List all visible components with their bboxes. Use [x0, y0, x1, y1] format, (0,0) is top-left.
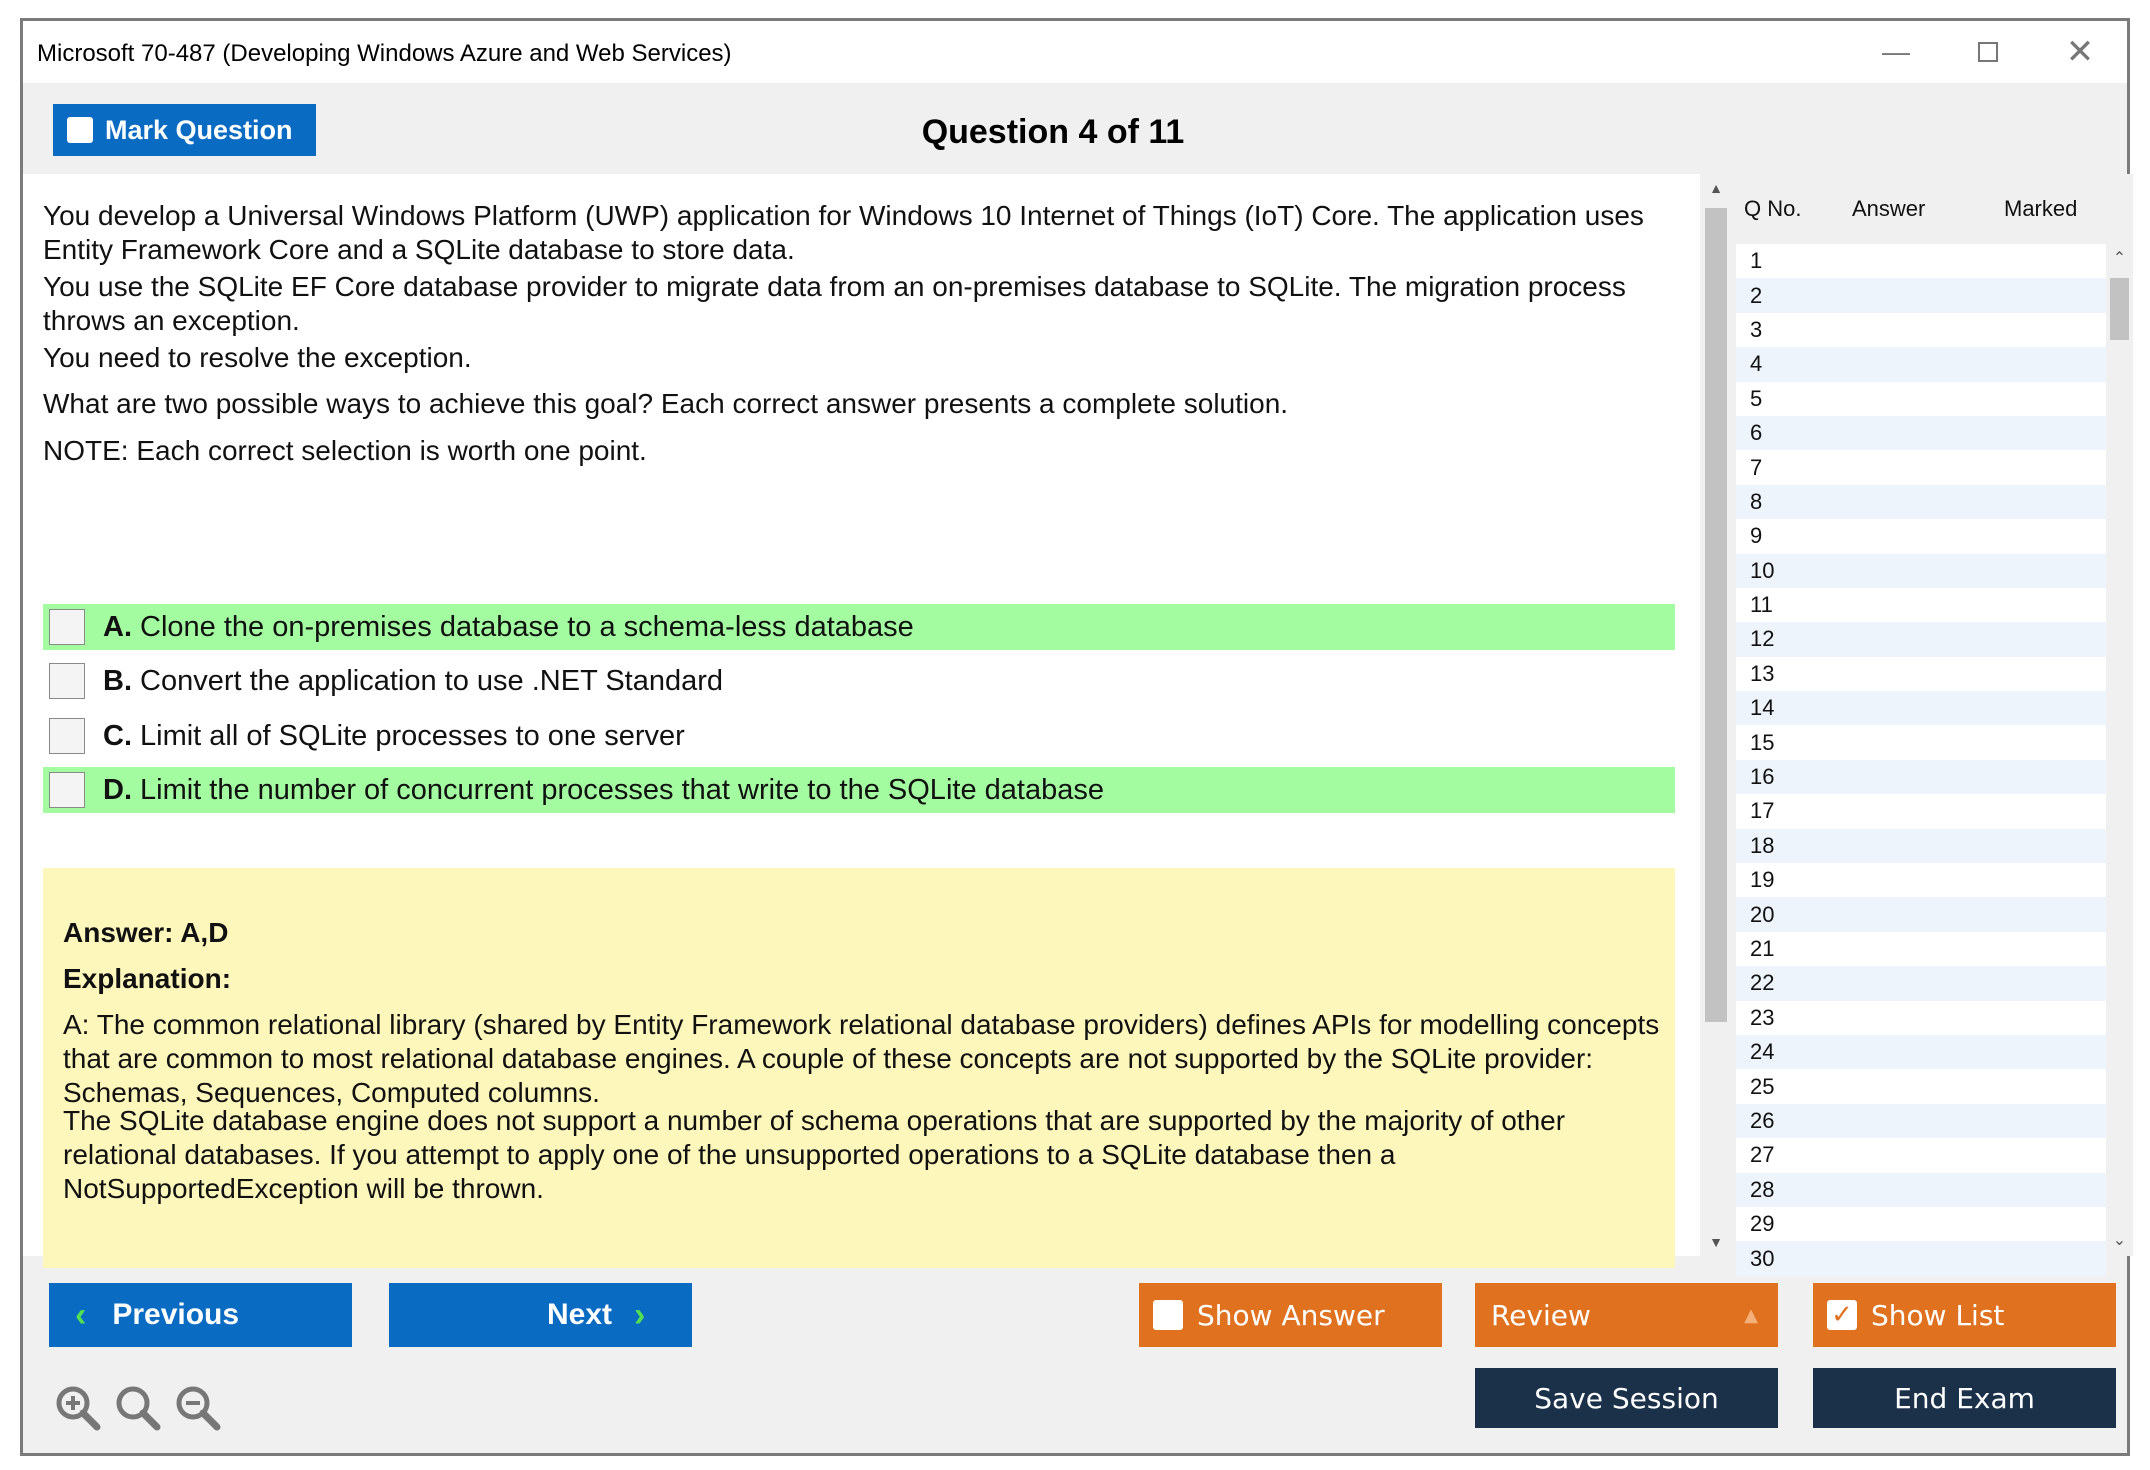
question-number: 28 — [1750, 1176, 1775, 1202]
question-number: 10 — [1750, 557, 1775, 583]
next-label: Next — [547, 1298, 613, 1331]
option-c-checkbox[interactable] — [49, 718, 85, 754]
question-number: 13 — [1750, 660, 1775, 686]
maximize-icon — [1978, 42, 1998, 62]
answer-panel — [43, 868, 1675, 1268]
question-list-row[interactable] — [1736, 588, 2106, 622]
window-title: Microsoft 70-487 (Developing Windows Azure and Web Services) — [37, 40, 732, 67]
show-list-label: Show List — [1871, 1298, 2005, 1332]
column-header-qno: Q No. — [1744, 196, 1802, 221]
question-content — [23, 174, 1700, 1256]
end-exam-label: End Exam — [1894, 1381, 2035, 1415]
end-exam-button[interactable] — [1813, 1368, 2116, 1428]
question-list-row[interactable] — [1736, 725, 2106, 759]
question-list-row[interactable] — [1736, 347, 2106, 381]
question-list-row[interactable] — [1736, 382, 2106, 416]
question-list-row[interactable] — [1736, 519, 2106, 553]
explanation-paragraph: The SQLite database engine does not support a number of schema operations that are supported by the majority of other relational databases. If you attempt to apply one of the unsupported operations to a SQLite database then a NotSupportedException will be thrown. — [63, 1105, 1566, 1204]
show-answer-button[interactable] — [1139, 1283, 1442, 1347]
option-letter: D. — [103, 773, 132, 806]
review-label: Review — [1491, 1298, 1591, 1332]
question-list-row[interactable] — [1736, 1207, 2106, 1241]
close-icon: ✕ — [2065, 33, 2095, 71]
question-number: 3 — [1750, 316, 1763, 342]
question-list-row[interactable] — [1736, 966, 2106, 1000]
scrollbar-thumb[interactable] — [2110, 278, 2129, 340]
column-header-answer: Answer — [1852, 196, 1926, 221]
question-list-row[interactable] — [1736, 416, 2106, 450]
question-number: 24 — [1750, 1039, 1775, 1065]
question-list-row[interactable] — [1736, 1138, 2106, 1172]
question-list-row[interactable] — [1736, 691, 2106, 725]
question-list-row[interactable] — [1736, 897, 2106, 931]
title-bar — [23, 21, 2127, 83]
question-paragraph: NOTE: Each correct selection is worth one point. — [43, 435, 647, 466]
scroll-up-icon[interactable]: ▲ — [1709, 180, 1723, 196]
option-c[interactable] — [43, 713, 1675, 759]
option-text: Limit the number of concurrent processes that write to the SQLite database — [140, 773, 1104, 806]
explanation-label: Explanation: — [63, 963, 232, 994]
column-header-marked: Marked — [2004, 196, 2078, 221]
show-list-button[interactable] — [1813, 1283, 2116, 1347]
question-list-row[interactable] — [1736, 657, 2106, 691]
option-d-checkbox[interactable] — [49, 772, 85, 808]
question-number: 18 — [1750, 832, 1775, 858]
question-list-row[interactable] — [1736, 1173, 2106, 1207]
option-a[interactable] — [43, 604, 1675, 650]
zoom-out-icon[interactable] — [173, 1383, 223, 1433]
content-scrollbar[interactable] — [1700, 174, 1732, 1256]
checkbox-icon — [67, 117, 93, 143]
question-number: 7 — [1750, 454, 1763, 480]
zoom-reset-icon[interactable] — [113, 1383, 163, 1433]
scroll-down-icon[interactable]: ▼ — [1709, 1234, 1723, 1250]
chevron-left-icon: ‹ — [75, 1295, 87, 1334]
question-paragraph: What are two possible ways to achieve this goal? Each correct answer presents a complete solution. — [43, 388, 1289, 419]
maximize-button[interactable] — [1953, 27, 2023, 77]
checkbox-icon — [1153, 1300, 1183, 1330]
save-session-button[interactable] — [1475, 1368, 1778, 1428]
question-title: Question 4 of 11 — [921, 113, 1185, 151]
checkbox-checked-icon: ✓ — [1827, 1300, 1857, 1330]
question-list-row[interactable] — [1736, 244, 2106, 278]
question-number: 27 — [1750, 1142, 1775, 1168]
chevron-down-icon[interactable]: ⌄ — [2112, 1232, 2127, 1249]
previous-label: Previous — [112, 1298, 240, 1331]
question-list-row[interactable] — [1736, 313, 2106, 347]
question-number: 15 — [1750, 729, 1775, 755]
question-list-row[interactable] — [1736, 760, 2106, 794]
question-paragraph: You develop a Universal Windows Platform (UWP) application for Windows 10 Internet of Things (IoT) Core. The application uses Entity Framework Core and a SQLite database to store data. — [43, 200, 1644, 265]
option-letter: C. — [103, 719, 132, 752]
question-number: 21 — [1750, 936, 1775, 961]
question-number: 23 — [1750, 1004, 1775, 1030]
question-number: 19 — [1750, 867, 1775, 893]
question-list-row[interactable] — [1736, 278, 2106, 312]
question-list-row[interactable] — [1736, 932, 2106, 966]
question-number: 17 — [1750, 798, 1775, 824]
scrollbar-thumb[interactable] — [1705, 208, 1727, 1022]
minimize-icon: — — [1882, 36, 1910, 67]
option-a-checkbox[interactable] — [49, 609, 85, 645]
question-number: 20 — [1750, 901, 1775, 927]
question-list-row[interactable] — [1736, 1104, 2106, 1138]
question-paragraph: You need to resolve the exception. — [43, 342, 472, 373]
minimize-button[interactable] — [1861, 27, 1931, 77]
question-number: 2 — [1750, 282, 1763, 308]
question-list-scrollbar[interactable] — [2106, 244, 2133, 1256]
question-number: 12 — [1750, 626, 1775, 652]
question-list-header — [1736, 174, 2133, 244]
question-number: 22 — [1750, 970, 1775, 996]
option-d[interactable] — [43, 767, 1675, 813]
question-number: 8 — [1750, 488, 1763, 514]
question-list-row[interactable] — [1736, 554, 2106, 588]
option-letter: A. — [103, 610, 132, 643]
question-number: 26 — [1750, 1107, 1775, 1133]
question-paragraph: You use the SQLite EF Core database provider to migrate data from an on-premises database to SQLite. The migration process throws an exception. — [43, 271, 1626, 336]
question-list-row[interactable] — [1736, 829, 2106, 863]
save-session-label: Save Session — [1534, 1381, 1719, 1415]
question-list-row[interactable] — [1736, 1001, 2106, 1035]
question-number: 9 — [1750, 523, 1763, 549]
explanation-paragraph: A: The common relational library (shared by Entity Framework relational database providers) defines APIs for modelling concepts that are common to most relational database engines. A couple of these concepts are not supported by the SQLite provider: Schemas, Sequences, Computed columns. — [63, 1009, 1660, 1108]
question-number: 4 — [1750, 351, 1763, 377]
mark-question-button[interactable] — [53, 104, 316, 156]
option-text: Clone the on-premises database to a schema-less database — [140, 610, 914, 643]
question-number: 1 — [1750, 248, 1763, 274]
chevron-up-icon[interactable]: ⌃ — [2112, 250, 2127, 267]
answer-line: Answer: A,D — [63, 917, 229, 948]
question-list-row[interactable] — [1736, 485, 2106, 519]
question-list-row[interactable] — [1736, 1069, 2106, 1103]
zoom-in-icon[interactable] — [53, 1383, 103, 1433]
close-button[interactable] — [2045, 27, 2115, 77]
show-answer-label: Show Answer — [1197, 1298, 1385, 1332]
option-text: Limit all of SQLite processes to one server — [140, 719, 685, 752]
question-number: 25 — [1750, 1073, 1775, 1099]
question-number: 16 — [1750, 764, 1775, 790]
option-b[interactable] — [43, 658, 1675, 704]
caret-up-icon: ▲ — [1744, 1304, 1758, 1326]
question-list-row[interactable] — [1736, 622, 2106, 656]
question-number: 14 — [1750, 695, 1775, 721]
question-list-row[interactable] — [1736, 794, 2106, 828]
question-list-panel — [1736, 174, 2133, 1271]
question-number: 29 — [1750, 1211, 1775, 1237]
chevron-right-icon: › — [634, 1295, 646, 1334]
question-list-row[interactable] — [1736, 450, 2106, 484]
review-dropdown[interactable] — [1475, 1283, 1778, 1347]
question-number: 11 — [1750, 592, 1773, 618]
question-number: 6 — [1750, 420, 1763, 446]
next-button[interactable] — [389, 1283, 692, 1347]
question-list-row[interactable] — [1736, 1035, 2106, 1069]
question-list — [1736, 244, 2106, 1271]
option-letter: B. — [103, 664, 132, 697]
previous-button[interactable] — [49, 1283, 352, 1347]
exam-window — [20, 18, 2130, 1456]
mark-question-label: Mark Question — [105, 114, 293, 145]
question-number: 5 — [1750, 385, 1763, 411]
option-text: Convert the application to use .NET Standard — [140, 664, 724, 697]
question-list-row[interactable] — [1736, 863, 2106, 897]
question-number: 30 — [1750, 1245, 1775, 1271]
question-list-row[interactable] — [1736, 1241, 2106, 1275]
option-b-checkbox[interactable] — [49, 663, 85, 699]
